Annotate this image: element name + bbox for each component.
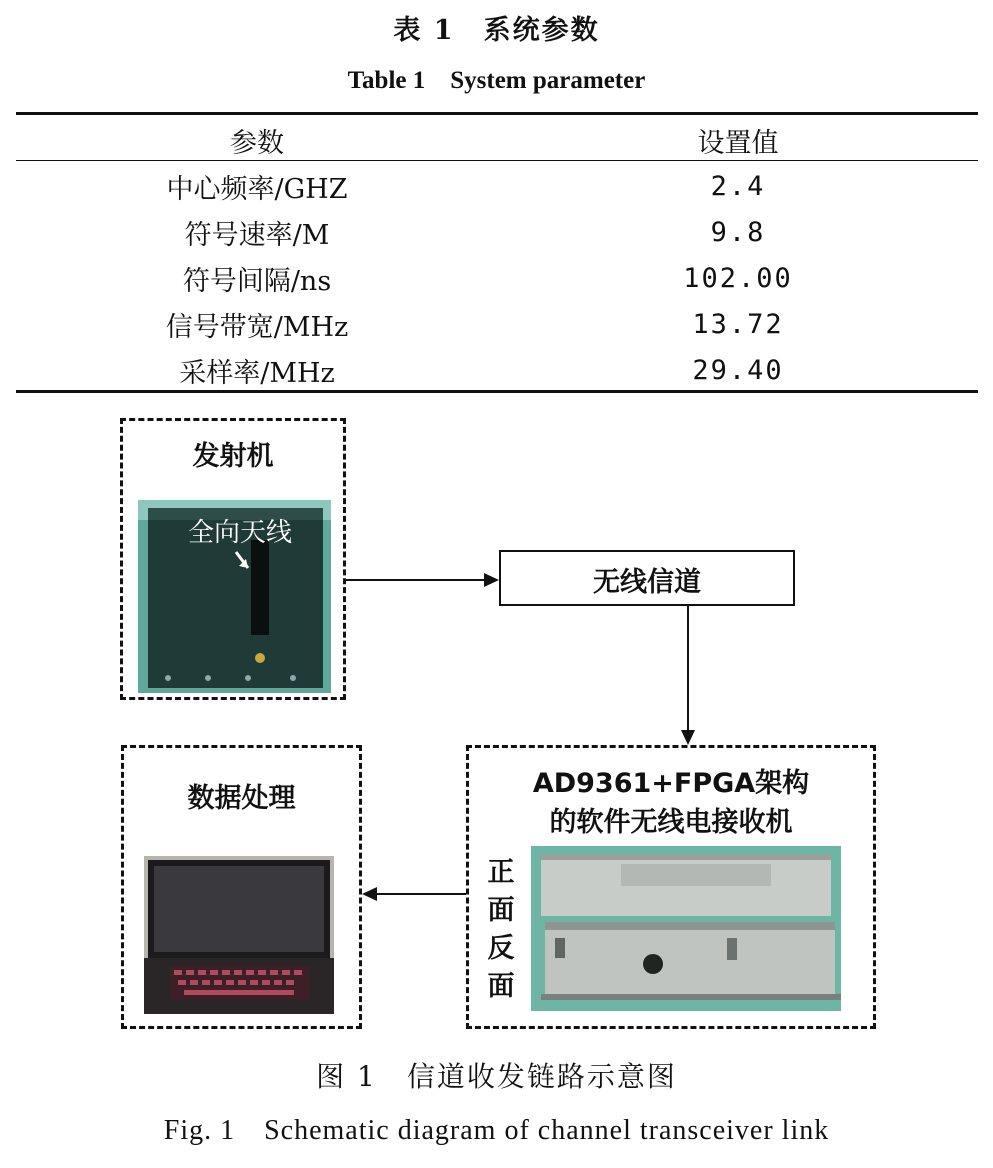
arrow-to-processing-icon bbox=[362, 887, 377, 901]
transmitter-label: 发射机 bbox=[192, 441, 274, 472]
param-cell: 中心频率/GHZ bbox=[166, 173, 348, 205]
front-back-char: 正 bbox=[487, 857, 515, 888]
antenna-label: 全向天线 bbox=[187, 518, 292, 548]
arrow-to-receiver-icon bbox=[681, 730, 695, 745]
param-cell: 采样率/MHz bbox=[179, 357, 335, 389]
value-cell: 2.4 bbox=[710, 170, 766, 202]
front-back-char: 面 bbox=[487, 895, 515, 926]
processing-label: 数据处理 bbox=[187, 783, 296, 814]
receiver-label-line2: 的软件无线电接收机 bbox=[549, 807, 793, 838]
figure-caption-en: Fig. 1 Schematic diagram of channel transceiver link bbox=[163, 1115, 830, 1146]
header-param: 参数 bbox=[230, 127, 284, 159]
value-cell: 13.72 bbox=[692, 308, 784, 340]
figure-caption-cn: 图 1 信道收发链路示意图 bbox=[316, 1060, 677, 1093]
param-cell: 符号速率/M bbox=[184, 219, 330, 251]
value-cell: 29.40 bbox=[692, 354, 784, 386]
param-cell: 符号间隔/ns bbox=[182, 265, 332, 297]
front-back-char: 面 bbox=[487, 971, 515, 1002]
param-cell: 信号带宽/MHz bbox=[165, 311, 349, 343]
header-value: 设置值 bbox=[697, 127, 779, 159]
table-caption-en: Table 1 System parameter bbox=[347, 67, 646, 94]
value-cell: 9.8 bbox=[710, 216, 766, 248]
table-caption-cn: 表 1 系统参数 bbox=[393, 15, 600, 46]
value-cell: 102.00 bbox=[683, 262, 793, 294]
receiver-label-line1: AD9361+FPGA架构 bbox=[532, 768, 810, 799]
channel-label: 无线信道 bbox=[593, 567, 701, 598]
arrow-to-channel-icon bbox=[484, 573, 499, 587]
front-back-char: 反 bbox=[487, 933, 515, 964]
